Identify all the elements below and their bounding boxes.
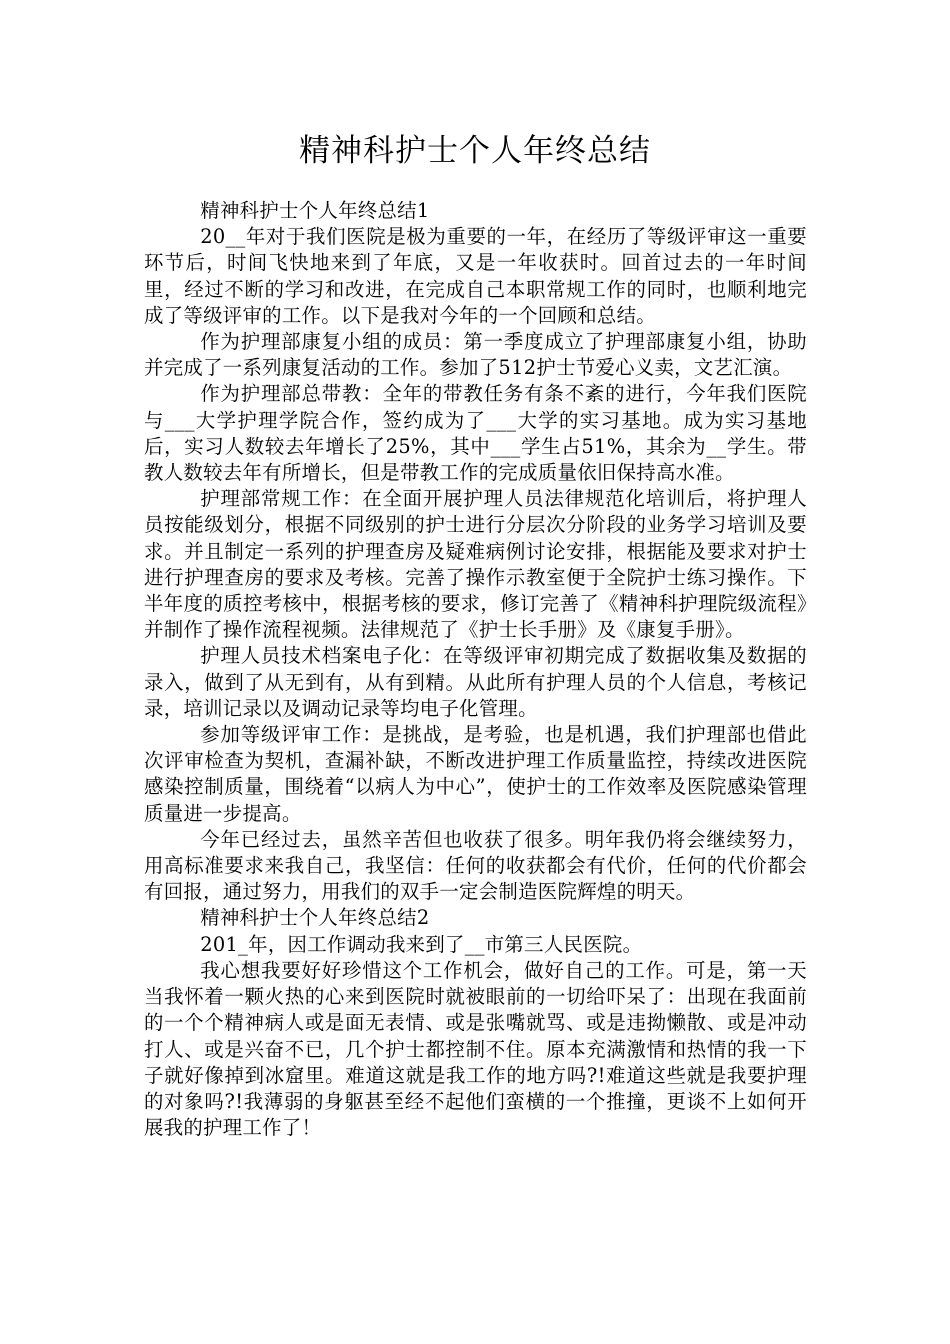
document-title: 精神科护士个人年终总结 bbox=[299, 133, 651, 169]
paragraph-digital-records: 护理人员技术档案电子化：在等级评审初期完成了数据收集及数据的录入，做到了从无到有，从有到精。从此所有护理人员的个人信息，考核记录，培训记录以及调动记录等均电子化管理。 bbox=[144, 644, 807, 720]
document-body bbox=[144, 198, 807, 1141]
section-heading-2: 精神科护士个人年终总结2 bbox=[200, 906, 430, 930]
paragraph-intro: 20__年对于我们医院是极为重要的一年，在经历了等级评审这一重要环节后，时间飞快地来到了年底，又是一年收获时。回首过去的一年时间里，经过不断的学习和改进，在完成自己本职常规工作的同时，也顺利地完成了等级评审的工作。以下是我对今年的一个回顾和总结。 bbox=[144, 225, 807, 327]
paragraph-teaching: 作为护理部总带教：全年的带教任务有条不紊的进行，今年我们医院与___大学护理学院合作，签约成为了___大学的实习基地。成为实习基地后，实习人数较去年增长了25%，其中___学生占51%，其余为__学生。带教人数较去年有所增长，但是带教工作的完成质量依旧保持高水准。 bbox=[144, 382, 807, 485]
paragraph-grade-review: 参加等级评审工作：是挑战，是考验，也是机遇，我们护理部也借此次评审检查为契机，查漏补缺，不断改进护理工作质量监控，持续改进医院感染控制质量，围绕着“以病人为中心”，使护士的工作效率及医院感染管理质量进一步提高。 bbox=[144, 723, 807, 825]
paragraph-first-day: 我心想我要好好珍惜这个工作机会，做好自己的工作。可是，第一天当我怀着一颗火热的心来到医院时就被眼前的一切给吓呆了：出现在我面前的一个个精神病人或是面无表情、或是张嘴就骂、或是违拗懒散、或是冲动打人、或是兴奋不已，几个护士都控制不住。原本充满激情和热情的我一下子就好像掉到冰窟里。难道这就是我工作的地方吗?!难道这些就是我要护理的对象吗?!我薄弱的身躯甚至经不起他们蛮横的一个推撞，更谈不上如何开展我的护理工作了！ bbox=[144, 958, 807, 1140]
section-heading-1: 精神科护士个人年终总结1 bbox=[200, 199, 430, 222]
paragraph-rehab-group: 作为护理部康复小组的成员：第一季度成立了护理部康复小组，协助并完成了一系列康复活动的工作。参加了512护士节爱心义卖，文艺汇演。 bbox=[144, 330, 807, 380]
paragraph-transfer: 201_年，因工作调动我来到了__市第三人民医院。 bbox=[200, 932, 643, 956]
paragraph-routine-work: 护理部常规工作：在全面开展护理人员法律规范化培训后，将护理人员按能级划分，根据不同级别的护士进行分层次分阶段的业务学习培训及要求。并且制定一系列的护理查房及疑难病例讨论安排，根据能及要求对护士进行护理查房的要求及考核。完善了操作示教室便于全院护士练习操作。下半年度的质控考核中，根据考核的要求，修订完善了《精神科护理院级流程》并制作了操作流程视频。法律规范了《护士长手册》及《康复手册》。 bbox=[144, 487, 807, 642]
paragraph-conclusion: 今年已经过去，虽然辛苦但也收获了很多。明年我仍将会继续努力，用高标准要求来我自己，我坚信：任何的收获都会有代价，任何的代价都会有回报，通过努力，用我们的双手一定会制造医院辉煌的明天。 bbox=[144, 827, 807, 904]
